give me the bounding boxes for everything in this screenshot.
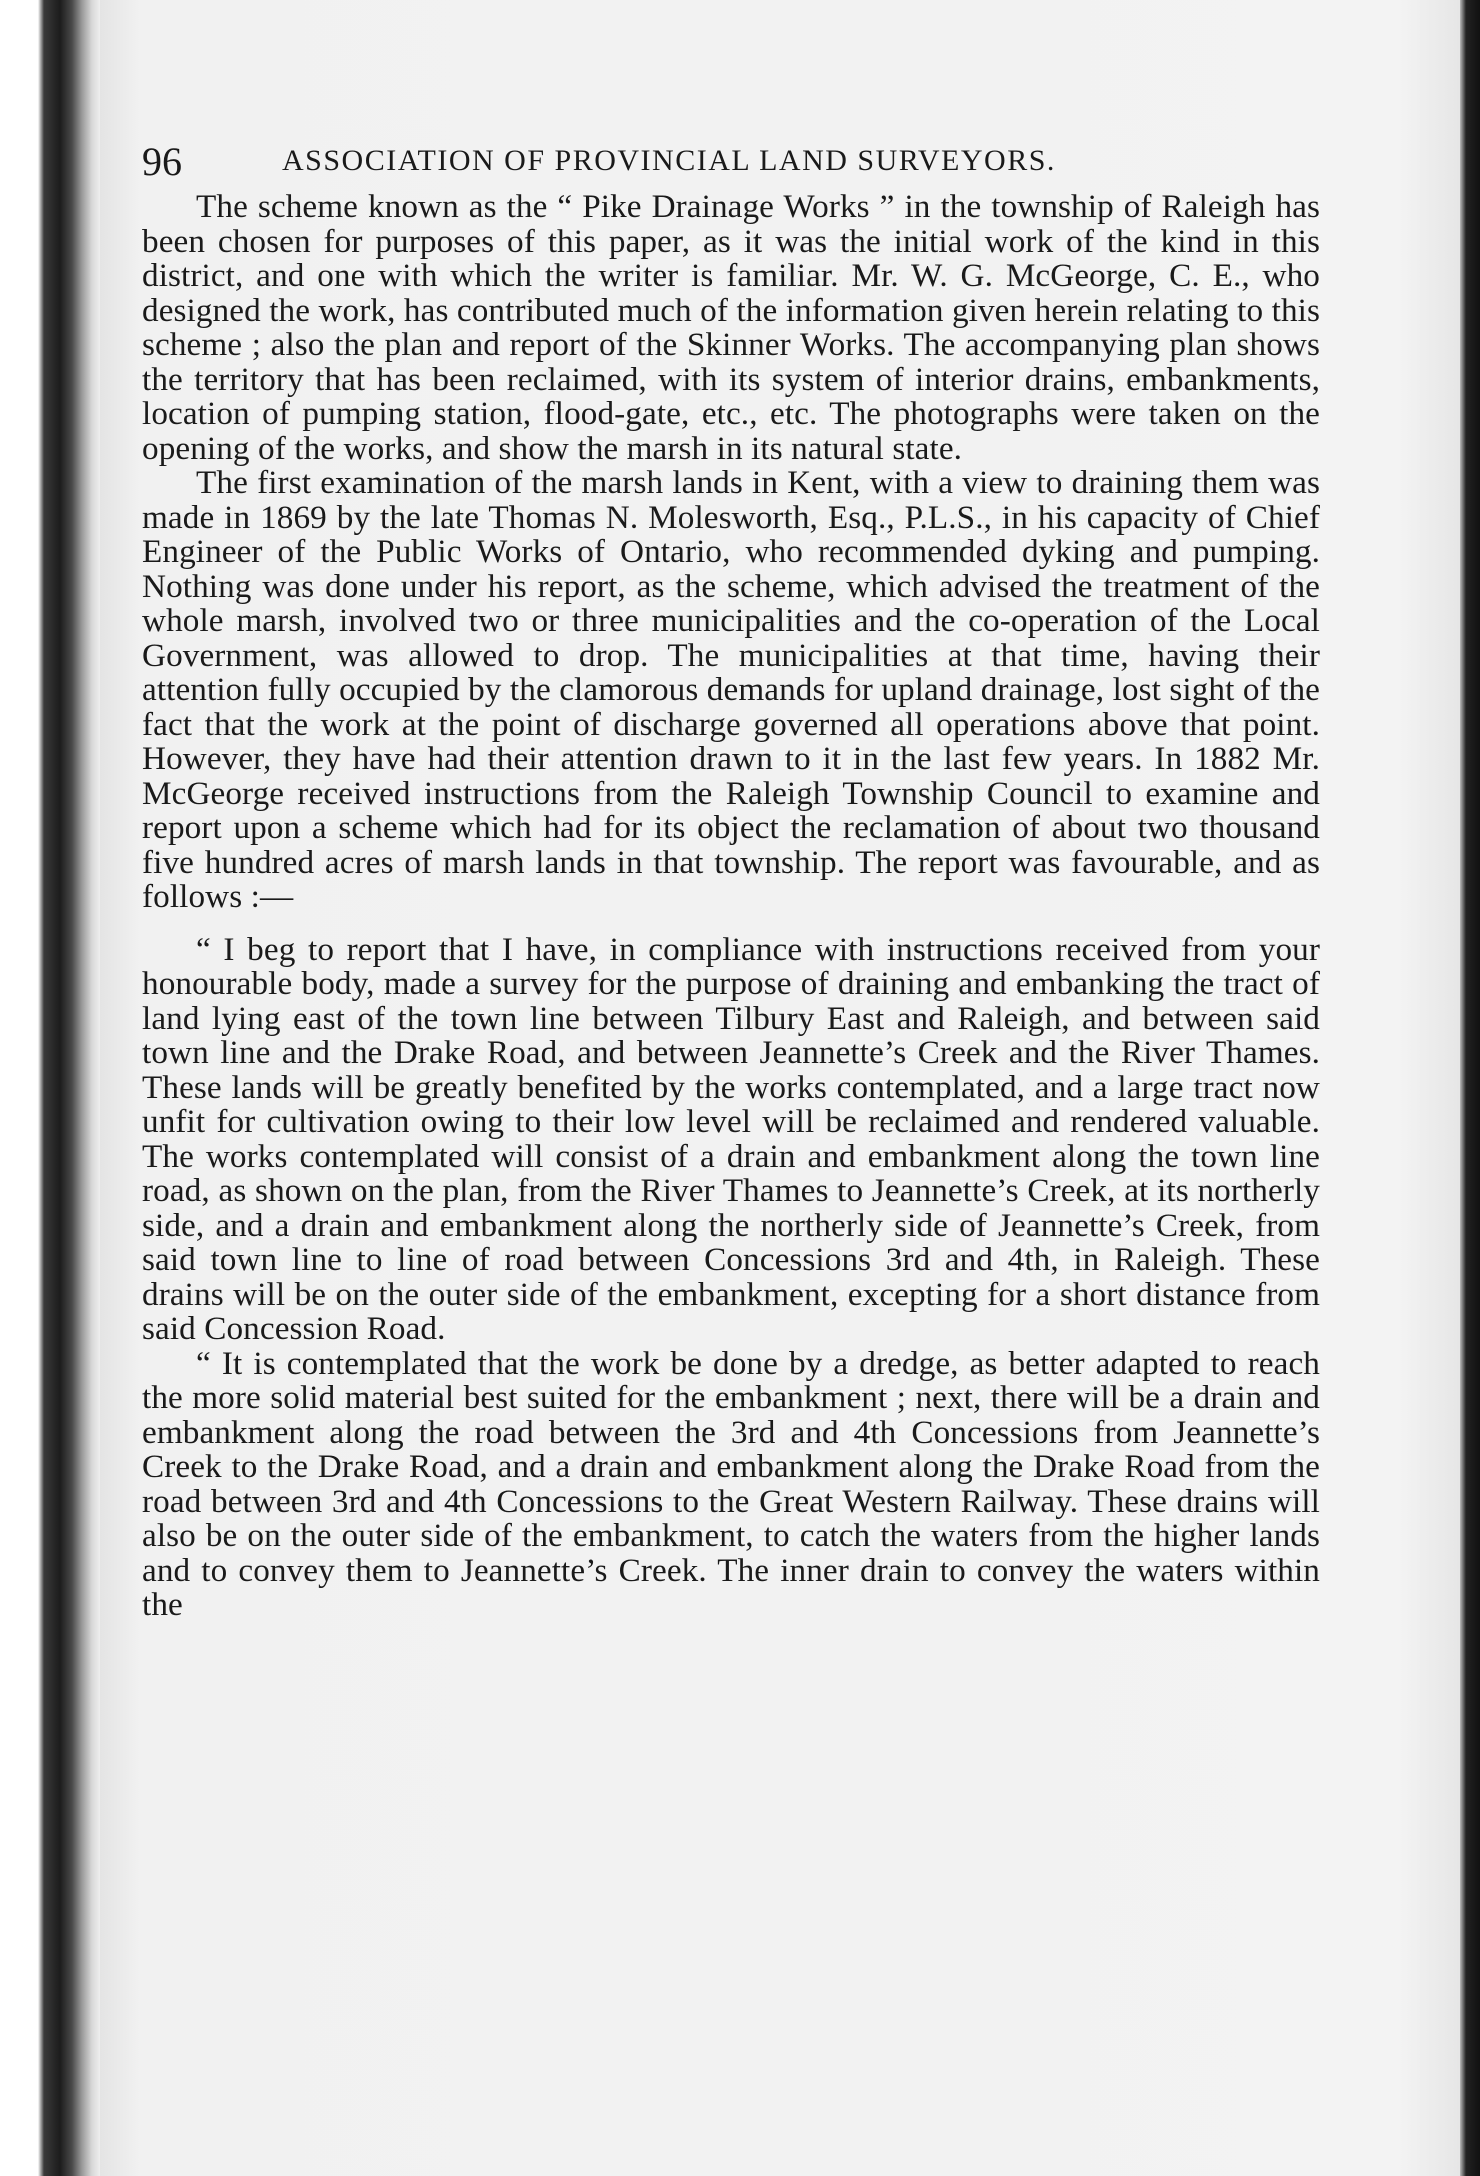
page-number: 96: [142, 139, 182, 184]
page-right-edge: [1460, 0, 1480, 2176]
paragraph-report-quote-1: “ I beg to report that I have, in compliance with instructions received from your honourable body, made a survey for the purpose of draining and embanking the tract of land lying east of the town line between Tilbury East and Raleigh, and between said town line and the Drake Road, and between Jeannette’s Creek and the River Thames. These lands will be greatly benefited by the works contemplated, and a large tract now unfit for cultivation owing to their low level will be reclaimed and rendered valuable. The works contemplated will consist of a drain and embankment along the town line road, as shown on the plan, from the River Thames to Jeannette’s Creek, at its northerly side, and a drain and embankment along the northerly side of Jeannette’s Creek, from said town line to line of road between Concessions 3rd and 4th, in Raleigh. These drains will be on the outer side of the embankment, excepting for a short distance from said Concession Road.: [142, 930, 1320, 1347]
running-header-title: ASSOCIATION OF PROVINCIAL LAND SURVEYORS.: [282, 144, 1056, 177]
running-head: [142, 130, 1320, 190]
book-binding-gutter: [0, 0, 100, 2176]
page-content: [142, 130, 1320, 1623]
paragraph-pike-drainage-scheme: The scheme known as the “ Pike Drainage Works ” in the township of Raleigh has been chosen for purposes of this paper, as it was the initial work of the kind in this district, and one with which the writer is familiar. Mr. W. G. McGeorge, C. E., who designed the work, has contributed much of the information given herein relating to this scheme ; also the plan and report of the Skinner Works. The accompanying plan shows the territory that has been reclaimed, with its system of interior drains, embankments, location of pumping station, flood-gate, etc., etc. The photographs were taken on the opening of the works, and show the marsh in its natural state.: [142, 188, 1320, 467]
paragraph-first-examination: The first examination of the marsh lands in Kent, with a view to draining them was made in 1869 by the late Thomas N. Molesworth, Esq., P.L.S., in his capacity of Chief Engineer of the Public Works of Ontario, who recommended dyking and pumping. Nothing was done under his report, as the scheme, which advised the treatment of the whole marsh, involved two or three municipalities and the co-operation of the Local Government, was allowed to drop. The municipalities at that time, having their attention fully occupied by the clamorous demands for upland drainage, lost sight of the fact that the work at the point of discharge governed all operations above that point. However, they have had their attention drawn to it in the last few years. In 1882 Mr. McGeorge received instructions from the Raleigh Township Council to examine and report upon a scheme which had for its object the reclamation of about two thousand five hundred acres of marsh lands in that township. The report was favourable, and as follows :—: [142, 464, 1320, 915]
paragraph-report-quote-2: “ It is contemplated that the work be done by a dredge, as better adapted to reach the more solid material best suited for the embankment ; next, there will be a drain and embankment along the road between the 3rd and 4th Concessions from Jeannette’s Creek to the Drake Road, and a drain and embankment along the Drake Road from the road between 3rd and 4th Concessions to the Great Western Railway. These drains will also be on the outer side of the embankment, to catch the waters from the higher lands and to convey them to Jeannette’s Creek. The inner drain to convey the waters within the: [142, 1344, 1320, 1623]
